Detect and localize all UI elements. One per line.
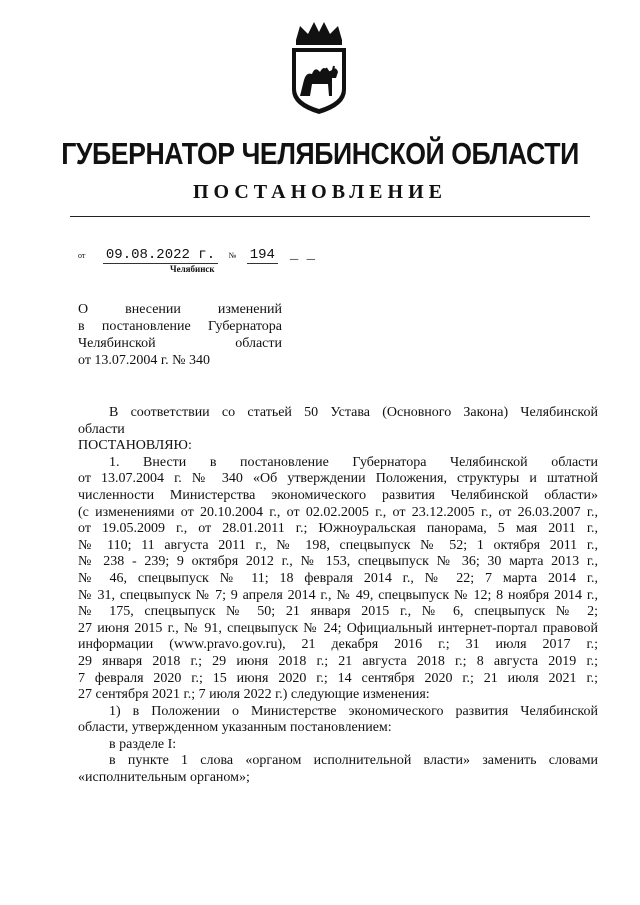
subject-line: от 13.07.2004 г. № 340 — [78, 353, 210, 368]
coat-of-arms-emblem — [282, 18, 356, 118]
subject-block — [78, 301, 282, 369]
body-line: от 13.07.2004 г. № 340 «Об утверждении Положения, структуры и штатной — [78, 471, 598, 487]
body-line: в разделе I: — [109, 736, 177, 752]
body-line: области — [78, 421, 125, 437]
body-line: 27 сентября 2021 г.; 7 июля 2022 г.) следующие изменения: — [78, 687, 430, 703]
body-line: № 110; 11 августа 2011 г., № 198, спецвыпуск № 52; 1 октября 2011 г., — [78, 537, 598, 553]
subject-line: О внесении изменений — [78, 302, 282, 317]
body-line: ПОСТАНОВЛЯЮ: — [78, 438, 192, 454]
document-type: ПОСТАНОВЛЕНИЕ — [193, 181, 447, 203]
body-line: № 31, спецвыпуск № 7; 9 апреля 2014 г., № 49, спецвыпуск № 12; 8 ноября 2014 г., — [78, 587, 598, 603]
body-line: 7 февраля 2020 г.; 15 июня 2020 г.; 14 сентября 2020 г.; 21 июля 2021 г.; — [78, 670, 598, 686]
body-line: 29 января 2018 г.; 29 июня 2018 г.; 21 августа 2018 г.; 8 августа 2019 г.; — [78, 653, 598, 669]
body-line: численности Министерства экономического развития Челябинской области» — [78, 487, 598, 503]
body-line: № 46, спецвыпуск № 11; 18 февраля 2014 г., № 22; 7 марта 2014 г., — [78, 570, 598, 586]
body-line: (с изменениями от 20.10.2004 г., от 02.02.2005 г., от 23.12.2005 г., от 26.03.2007 г., — [78, 504, 598, 520]
body-line: области, утвержденном указанным постановлением: — [78, 720, 392, 736]
date-prefix: от — [78, 251, 86, 260]
body-line: № 175, спецвыпуск № 50; 21 января 2015 г., № 6, спецвыпуск № 2; — [78, 604, 598, 620]
page-title: ГУБЕРНАТОР ЧЕЛЯБИНСКОЙ ОБЛАСТИ — [61, 136, 579, 171]
number-prefix: № — [228, 251, 237, 260]
body-line: № 238 - 239; 9 октября 2012 г., № 153, спецвыпуск № 36; 30 марта 2013 г., — [78, 554, 598, 570]
body-line: 1. Внести в постановление Губернатора Челябинской области — [109, 454, 598, 470]
title-divider — [70, 216, 590, 217]
city-label: Челябинск — [170, 264, 215, 274]
body-line: 27 июня 2015 г., № 91, спецвыпуск № 24; Официальный интернет-портал правовой — [78, 620, 598, 636]
body-line: в пункте 1 слова «органом исполнительной власти» заменить словами — [109, 753, 598, 769]
subject-line: Челябинской области — [78, 336, 282, 351]
date-number-line: от 09.08.2022 г. № 194 _ _ — [78, 247, 316, 263]
body-line: информации (www.pravo.gov.ru), 21 декабря 2016 г.; 31 июля 2017 г.; — [78, 637, 598, 653]
subject-line: в постановление Губернатора — [78, 319, 282, 334]
body-line: 1) в Положении о Министерстве экономического развития Челябинской — [109, 703, 598, 719]
body-line: В соответствии со статьей 50 Устава (Основного Закона) Челябинской — [109, 405, 598, 420]
document-date: 09.08.2022 г. — [103, 247, 218, 264]
body-line: от 19.05.2009 г., от 28.01.2011 г.; Южноуральская панорама, 5 мая 2011 г., — [78, 521, 598, 537]
document-number: 194 — [247, 247, 278, 264]
body-text — [78, 405, 598, 787]
body-line: «исполнительным органом»; — [78, 770, 250, 786]
